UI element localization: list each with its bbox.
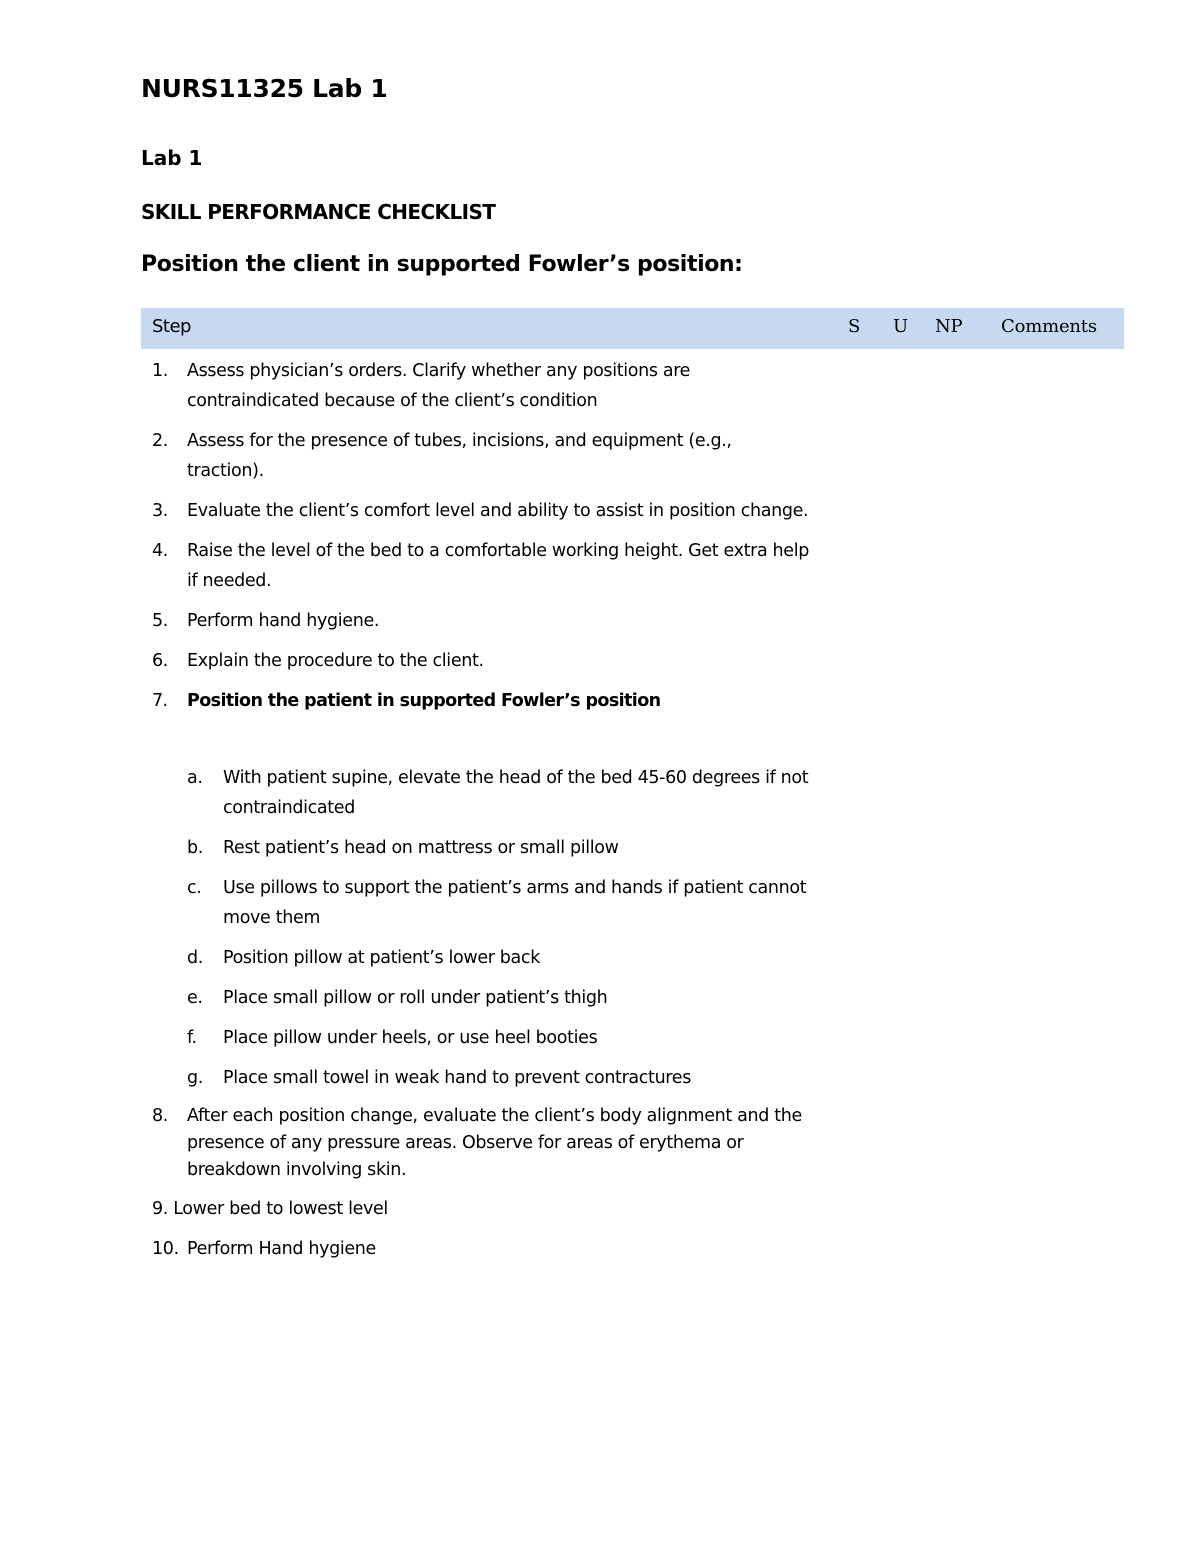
column-header-s: S bbox=[848, 316, 861, 337]
step-text: Position the patient in supported Fowler’s position bbox=[187, 691, 661, 711]
column-header-u: U bbox=[893, 316, 908, 337]
task-heading: Position the client in supported Fowler’s position: bbox=[141, 252, 743, 277]
step-number: 10. bbox=[152, 1239, 179, 1259]
substep-item bbox=[152, 983, 812, 1013]
substep-item bbox=[152, 1023, 812, 1053]
substep-letter: b. bbox=[187, 838, 203, 858]
substep-letter: f. bbox=[187, 1028, 197, 1048]
substep-item bbox=[152, 1063, 812, 1093]
substep-item bbox=[152, 763, 812, 823]
substep-text: Use pillows to support the patient’s arms and hands if patient cannot move them bbox=[223, 878, 807, 928]
substep-text: Place small towel in weak hand to prevent contractures bbox=[223, 1068, 691, 1088]
substep-text: Rest patient’s head on mattress or small pillow bbox=[223, 838, 619, 858]
step-number: 4. bbox=[152, 541, 168, 561]
step-text: Explain the procedure to the client. bbox=[187, 651, 484, 671]
substep-text: Place pillow under heels, or use heel booties bbox=[223, 1028, 598, 1048]
substep-letter: a. bbox=[187, 768, 203, 788]
step-text: Evaluate the client’s comfort level and ability to assist in position change. bbox=[187, 501, 809, 521]
step-number: 5. bbox=[152, 611, 168, 631]
step-item bbox=[152, 1234, 812, 1264]
substep-text: Position pillow at patient’s lower back bbox=[223, 948, 540, 968]
step-item bbox=[152, 426, 812, 486]
checklist-table-header bbox=[141, 308, 1124, 349]
substep-item bbox=[152, 833, 812, 863]
substep-text: With patient supine, elevate the head of the bed 45-60 degrees if not contraindicated bbox=[223, 768, 809, 818]
step-text: Perform Hand hygiene bbox=[187, 1239, 376, 1259]
step-item-lower-bed: 9. Lower bed to lowest level bbox=[152, 1199, 388, 1219]
substep-text: Place small pillow or roll under patient’s thigh bbox=[223, 988, 608, 1008]
step-text: Perform hand hygiene. bbox=[187, 611, 380, 631]
step-text: Assess for the presence of tubes, incisions, and equipment (e.g., traction). bbox=[187, 431, 732, 481]
substep-letter: d. bbox=[187, 948, 203, 968]
substep-item bbox=[152, 873, 812, 933]
column-header-np: NP bbox=[935, 316, 963, 337]
step-item bbox=[152, 356, 812, 416]
step-text: After each position change, evaluate the client’s body alignment and the presence of any pressure areas. Observe for areas of erythema or breakdown involving skin. bbox=[187, 1106, 802, 1180]
step-number: 1. bbox=[152, 361, 168, 381]
substep-letter: g. bbox=[187, 1068, 203, 1088]
lab-label: Lab 1 bbox=[141, 146, 203, 170]
step-text: Raise the level of the bed to a comfortable working height. Get extra help if needed. bbox=[187, 541, 809, 591]
step-item bbox=[152, 536, 812, 596]
substep-letter: c. bbox=[187, 878, 202, 898]
document-title: NURS11325 Lab 1 bbox=[141, 74, 388, 103]
step-item bbox=[152, 606, 812, 636]
column-header-step: Step bbox=[152, 316, 191, 337]
step-number: 7. bbox=[152, 691, 168, 711]
step-number: 2. bbox=[152, 431, 168, 451]
substep-letter: e. bbox=[187, 988, 203, 1008]
step-item bbox=[152, 1103, 812, 1184]
column-header-comments: Comments bbox=[1001, 316, 1097, 337]
substep-list bbox=[152, 763, 812, 1093]
step-number: 3. bbox=[152, 501, 168, 521]
checklist-steps bbox=[152, 356, 812, 1274]
step-number: 6. bbox=[152, 651, 168, 671]
checklist-heading: SKILL PERFORMANCE CHECKLIST bbox=[141, 200, 496, 224]
step-text: Assess physician’s orders. Clarify whether any positions are contraindicated because of the client’s condition bbox=[187, 361, 691, 411]
step-number: 8. bbox=[152, 1106, 168, 1126]
step-item bbox=[152, 496, 812, 526]
step-item bbox=[152, 686, 812, 716]
step-item bbox=[152, 646, 812, 676]
substep-item bbox=[152, 943, 812, 973]
